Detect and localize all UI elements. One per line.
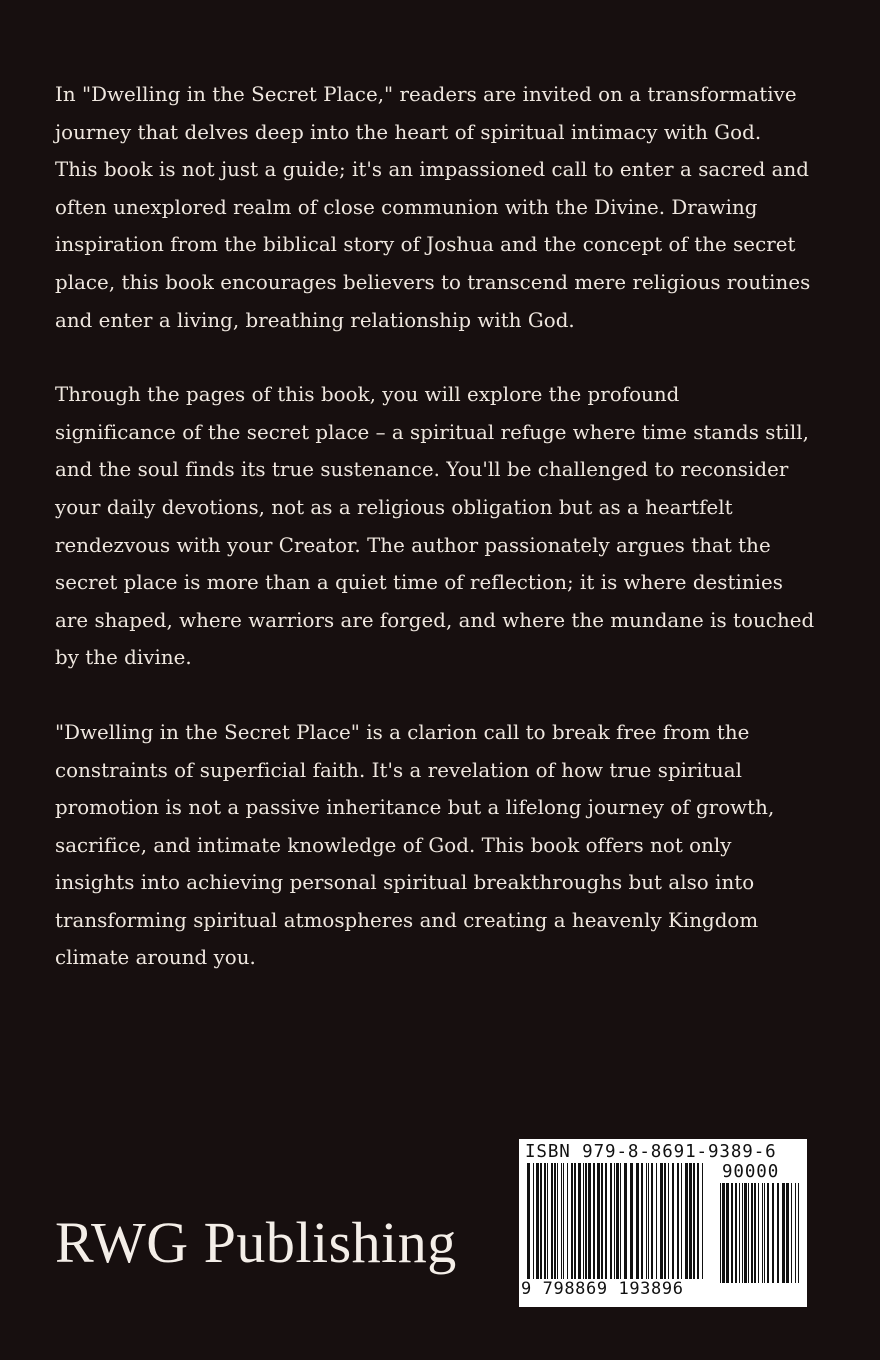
- barcode-bar: [685, 1163, 688, 1283]
- barcode-bar: [578, 1163, 581, 1283]
- barcode-bar: [646, 1163, 647, 1283]
- ean-barcode-bars: [527, 1163, 705, 1295]
- barcode-bar: [739, 1183, 740, 1283]
- barcode-bar: [731, 1183, 733, 1283]
- barcode-bar: [567, 1163, 568, 1283]
- barcode-bar: [798, 1183, 799, 1283]
- barcode-bar: [656, 1163, 657, 1283]
- blurb-paragraph-3: "Dwelling in the Secret Place" is a clarion call to break free from the constraints of superficial faith. It's a revelation of how true spiritual promotion is not a passive inheritance but a lifelong journey of growth, sacrifice, and intimate knowledge of God. This book offers not only insights into achieving personal spiritual breakthroughs but also into transforming spiritual atmospheres and creating a heavenly Kingdom climate around you.: [55, 720, 775, 970]
- barcode-bar: [786, 1183, 789, 1283]
- barcode-bar: [735, 1183, 737, 1283]
- barcode-bar: [777, 1183, 779, 1283]
- barcode-bar: [630, 1163, 633, 1283]
- barcode-bar: [585, 1163, 587, 1283]
- barcode-bar: [689, 1163, 692, 1283]
- isbn-label: ISBN 979-8-8691-9389-6: [525, 1142, 777, 1162]
- barcode-bar: [720, 1183, 721, 1283]
- barcode-bar: [772, 1183, 774, 1283]
- barcode-bar: [563, 1163, 564, 1283]
- barcode-bar: [527, 1163, 530, 1295]
- barcode-bar: [751, 1183, 753, 1283]
- barcode-bar: [547, 1163, 548, 1283]
- barcode-bar: [672, 1163, 674, 1283]
- barcode-bar: [583, 1163, 584, 1283]
- barcode-bar: [726, 1183, 729, 1283]
- barcode-bar: [664, 1163, 666, 1283]
- barcode-bar: [754, 1183, 756, 1283]
- barcode-bar: [557, 1163, 558, 1283]
- barcode-bar: [605, 1163, 607, 1283]
- barcode-bar: [660, 1163, 663, 1283]
- barcode-bar: [648, 1163, 649, 1283]
- barcode-bar: [677, 1163, 679, 1283]
- barcode-bar: [536, 1163, 539, 1283]
- barcode-bar: [540, 1163, 542, 1283]
- barcode-bar: [571, 1163, 573, 1283]
- barcode-bar: [616, 1163, 619, 1295]
- barcode-bar: [651, 1163, 653, 1283]
- price-code-label: 90000: [722, 1162, 780, 1182]
- barcode-bar: [742, 1183, 743, 1283]
- addon-barcode-bars: [720, 1183, 801, 1283]
- barcode-bar: [697, 1163, 699, 1283]
- barcode-bar: [681, 1163, 682, 1283]
- barcode-bar: [764, 1183, 765, 1283]
- barcode-bar: [744, 1183, 747, 1283]
- barcode-bar: [762, 1183, 763, 1283]
- barcode-bar: [620, 1163, 621, 1283]
- barcode-bar: [641, 1163, 643, 1283]
- barcode-bar: [782, 1183, 785, 1283]
- barcode-bar: [758, 1183, 759, 1283]
- barcode-bar: [791, 1183, 792, 1283]
- barcode-bar: [624, 1163, 627, 1283]
- barcode-bar: [767, 1183, 769, 1283]
- barcode-bar: [551, 1163, 553, 1283]
- barcode-bar: [561, 1163, 562, 1283]
- barcode-bar: [593, 1163, 595, 1283]
- barcode-bar: [693, 1163, 695, 1283]
- barcode-bar: [795, 1183, 796, 1283]
- barcode-bar: [668, 1163, 669, 1283]
- barcode-bar: [748, 1183, 749, 1283]
- barcode-bar: [574, 1163, 576, 1283]
- blurb-paragraph-2: Through the pages of this book, you will explore the profound significance of the secret place – a spiritual refuge where time stands still, and the soul finds its true sustenance. You'll be challenged to reconsider your daily devotions, not as a religious obligation but as a heartfelt rendezvous with your Creator. The author passionately argues that the secret place is more than a quiet time of reflection; it is where destinies are shaped, where warriors are forged, and where the mundane is touched by the divine.: [55, 383, 815, 670]
- barcode-bar: [601, 1163, 603, 1283]
- barcode-bar: [588, 1163, 591, 1283]
- barcode-bar: [636, 1163, 639, 1283]
- barcode-bar: [614, 1163, 615, 1295]
- barcode-bar: [544, 1163, 546, 1283]
- barcode-bar: [533, 1163, 534, 1283]
- barcode-bar: [702, 1163, 703, 1295]
- isbn-barcode: [519, 1139, 807, 1307]
- barcode-bar: [554, 1163, 556, 1283]
- barcode-bar: [722, 1183, 725, 1283]
- publisher-name: RWG Publishing: [55, 1210, 457, 1275]
- ean-digits-label: 9 798869 193896: [519, 1279, 711, 1299]
- blurb-text: [55, 76, 845, 1014]
- blurb-paragraph-1: In "Dwelling in the Secret Place," readers are invited on a transformative journey that delves deep into the heart of spiritual intimacy with God. This book is not just a guide; it's an impassioned call to enter a sacred and often unexplored realm of close communion with the Divine. Drawing inspiration from the biblical story of Joshua and the concept of the secret place, this book encourages believers to transcend mere religious routines and enter a living, breathing relationship with God.: [55, 83, 811, 332]
- barcode-bar: [610, 1163, 612, 1283]
- barcode-bar: [597, 1163, 600, 1283]
